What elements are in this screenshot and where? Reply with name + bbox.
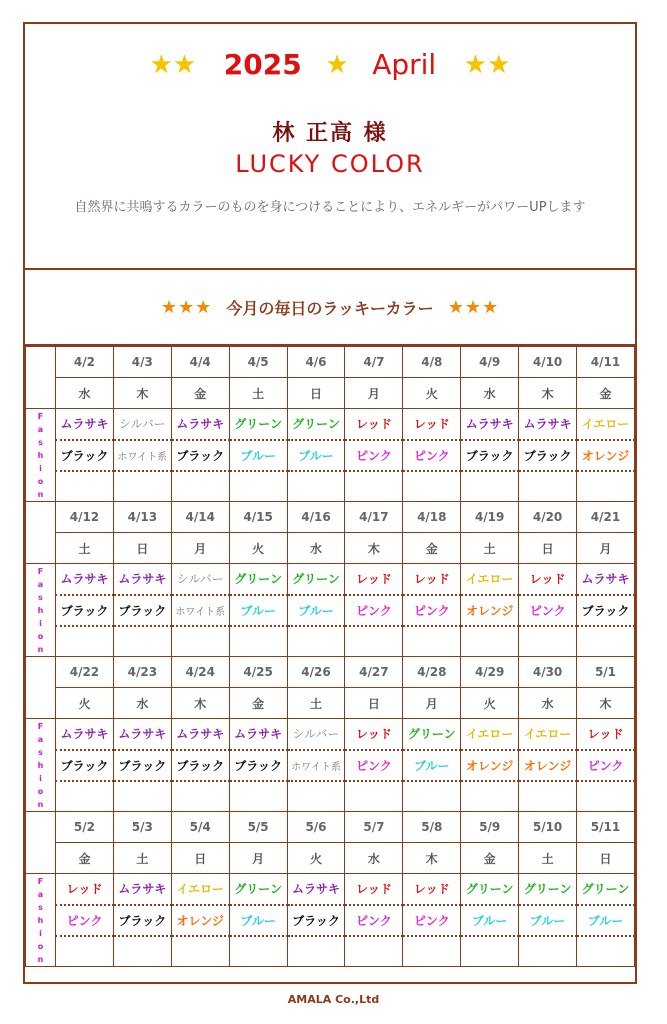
weekday-cell: 金 xyxy=(171,378,229,409)
lucky-color-cell: ムラサキ xyxy=(287,874,345,905)
fashion-letter: o xyxy=(37,631,44,641)
lucky-color-cell: ホワイト系 xyxy=(287,750,345,781)
date-cell: 4/22 xyxy=(56,657,114,688)
empty-cell xyxy=(577,471,635,502)
fashion-letter: s xyxy=(38,902,43,912)
lucky-color-cell: ブラック xyxy=(56,750,114,781)
weekday-cell: 水 xyxy=(461,378,519,409)
weekday-cell: 金 xyxy=(229,688,287,719)
lucky-color-cell: ブラック xyxy=(113,905,171,936)
weekday-cell: 日 xyxy=(577,843,635,874)
lucky-color-cell: ブラック xyxy=(56,595,114,626)
empty-cell xyxy=(287,781,345,812)
subheader-section xyxy=(25,270,635,346)
date-cell: 4/12 xyxy=(56,502,114,533)
week-2-date-row xyxy=(26,502,635,533)
star-icon-left: ★★ xyxy=(149,49,197,80)
lucky-color-cell: グリーン xyxy=(519,874,577,905)
weekday-cell: 木 xyxy=(345,533,403,564)
fashion-letter: a xyxy=(37,889,44,899)
description-text: 自然界に共鳴するカラーのものを身につけることにより、エネルギーがパワーUPします xyxy=(74,200,586,215)
lucky-color-cell: オレンジ xyxy=(461,750,519,781)
lucky-color-calendar xyxy=(25,346,635,967)
empty-cell xyxy=(403,936,461,967)
lucky-color-cell: ブラック xyxy=(461,440,519,471)
empty-cell xyxy=(345,471,403,502)
lucky-color-cell: シルバー xyxy=(287,719,345,750)
week-2-c1 xyxy=(26,564,635,595)
lucky-color-cell: オレンジ xyxy=(577,440,635,471)
date-cell: 5/3 xyxy=(113,812,171,843)
date-cell: 4/18 xyxy=(403,502,461,533)
lucky-color-cell: レッド xyxy=(345,874,403,905)
lucky-color-cell: レッド xyxy=(403,564,461,595)
lucky-color-cell: ブラック xyxy=(171,440,229,471)
fashion-side-label xyxy=(26,564,56,657)
lucky-color-cell: ブルー xyxy=(403,750,461,781)
lucky-color-cell: イエロー xyxy=(171,874,229,905)
week-3-c3 xyxy=(26,781,635,812)
weekday-cell: 金 xyxy=(56,843,114,874)
empty-cell xyxy=(577,936,635,967)
year-title: 2025 xyxy=(223,48,302,81)
fashion-letter: F xyxy=(37,721,44,731)
weekday-cell: 土 xyxy=(461,533,519,564)
week-3-dow-row xyxy=(26,688,635,719)
weekday-cell: 金 xyxy=(403,533,461,564)
empty-cell xyxy=(577,781,635,812)
lucky-color-cell: ムラサキ xyxy=(56,564,114,595)
weekday-cell: 日 xyxy=(113,533,171,564)
weekday-cell: 月 xyxy=(229,843,287,874)
date-cell: 4/15 xyxy=(229,502,287,533)
date-cell: 4/16 xyxy=(287,502,345,533)
weekday-cell: 木 xyxy=(171,688,229,719)
empty-cell xyxy=(113,936,171,967)
weekday-cell: 土 xyxy=(229,378,287,409)
empty-cell xyxy=(519,626,577,657)
lucky-color-cell: グリーン xyxy=(287,564,345,595)
empty-cell xyxy=(519,781,577,812)
empty-cell xyxy=(56,936,114,967)
weekday-cell: 火 xyxy=(287,843,345,874)
lucky-color-cell: グリーン xyxy=(229,564,287,595)
weekday-cell: 火 xyxy=(229,533,287,564)
date-cell: 5/1 xyxy=(577,657,635,688)
empty-cell xyxy=(113,626,171,657)
lucky-color-cell: ムラサキ xyxy=(56,719,114,750)
lucky-color-cell: シルバー xyxy=(171,564,229,595)
fashion-letter: i xyxy=(39,773,42,783)
empty-cell xyxy=(229,626,287,657)
date-cell: 5/6 xyxy=(287,812,345,843)
weekday-cell: 日 xyxy=(171,843,229,874)
empty-cell xyxy=(56,781,114,812)
lucky-color-cell: ブラック xyxy=(287,905,345,936)
date-cell: 4/5 xyxy=(229,347,287,378)
weekday-cell: 日 xyxy=(519,533,577,564)
weekday-cell: 水 xyxy=(345,843,403,874)
lucky-color-cell: ブルー xyxy=(229,440,287,471)
lucky-color-cell: ホワイト系 xyxy=(113,440,171,471)
fashion-letter: F xyxy=(37,566,44,576)
fashion-side-label xyxy=(26,409,56,502)
weekday-cell: 土 xyxy=(113,843,171,874)
empty-cell xyxy=(345,626,403,657)
empty-cell xyxy=(229,936,287,967)
lucky-color-cell: ピンク xyxy=(577,750,635,781)
fashion-side-label xyxy=(26,719,56,812)
side-blank-cell xyxy=(26,812,56,874)
fashion-side-label xyxy=(26,874,56,967)
weekday-cell: 日 xyxy=(345,688,403,719)
empty-cell xyxy=(171,626,229,657)
month-title: April xyxy=(372,48,437,81)
lucky-color-cell: オレンジ xyxy=(519,750,577,781)
date-cell: 4/6 xyxy=(287,347,345,378)
weekday-cell: 金 xyxy=(461,843,519,874)
lucky-color-cell: ピンク xyxy=(345,750,403,781)
fashion-letter: n xyxy=(37,489,44,499)
week-4-c3 xyxy=(26,936,635,967)
lucky-color-cell: グリーン xyxy=(229,874,287,905)
fashion-letter: F xyxy=(37,876,44,886)
lucky-color-cell: ムラサキ xyxy=(229,719,287,750)
fashion-letter: n xyxy=(37,644,44,654)
lucky-color-cell: レッド xyxy=(403,874,461,905)
week-2-dow-row xyxy=(26,533,635,564)
weekday-cell: 火 xyxy=(461,688,519,719)
lucky-color-cell: ブルー xyxy=(287,440,345,471)
lucky-color-cell: グリーン xyxy=(229,409,287,440)
date-cell: 5/4 xyxy=(171,812,229,843)
weekday-cell: 土 xyxy=(56,533,114,564)
lucky-color-cell: グリーン xyxy=(461,874,519,905)
star-icon-mid: ★ xyxy=(325,49,349,80)
weekday-cell: 月 xyxy=(171,533,229,564)
empty-cell xyxy=(519,936,577,967)
empty-cell xyxy=(461,626,519,657)
fashion-letter: n xyxy=(37,799,44,809)
company-footer: AMALA Co.,Ltd xyxy=(287,993,380,1006)
empty-cell xyxy=(287,471,345,502)
week-1-dow-row xyxy=(26,378,635,409)
date-cell: 4/8 xyxy=(403,347,461,378)
empty-cell xyxy=(171,781,229,812)
lucky-color-cell: ブルー xyxy=(229,595,287,626)
weekday-cell: 金 xyxy=(577,378,635,409)
side-blank-cell xyxy=(26,502,56,564)
week-1-c1 xyxy=(26,409,635,440)
empty-cell xyxy=(287,626,345,657)
empty-cell xyxy=(56,626,114,657)
date-cell: 5/11 xyxy=(577,812,635,843)
lucky-color-cell: ピンク xyxy=(345,595,403,626)
week-2-c3 xyxy=(26,626,635,657)
fashion-letter: o xyxy=(37,786,44,796)
weekday-cell: 木 xyxy=(577,688,635,719)
lucky-color-cell: イエロー xyxy=(461,564,519,595)
week-4-dow-row xyxy=(26,843,635,874)
lucky-color-cell: ムラサキ xyxy=(171,409,229,440)
lucky-color-cell: ブルー xyxy=(287,595,345,626)
empty-cell xyxy=(345,781,403,812)
lucky-color-cell: イエロー xyxy=(461,719,519,750)
date-cell: 4/24 xyxy=(171,657,229,688)
lucky-color-cell: ムラサキ xyxy=(113,874,171,905)
empty-cell xyxy=(403,471,461,502)
weekday-cell: 月 xyxy=(403,688,461,719)
lucky-color-cell: ムラサキ xyxy=(519,409,577,440)
lucky-color-cell: ムラサキ xyxy=(461,409,519,440)
fashion-letter: s xyxy=(38,592,43,602)
lucky-color-cell: ブラック xyxy=(56,440,114,471)
week-4-c1 xyxy=(26,874,635,905)
empty-cell xyxy=(229,471,287,502)
date-cell: 5/9 xyxy=(461,812,519,843)
star-icon-right: ★★ xyxy=(463,49,511,80)
fashion-letter: a xyxy=(37,579,44,589)
lucky-color-cell: ムラサキ xyxy=(113,564,171,595)
lucky-color-cell: ブラック xyxy=(113,750,171,781)
lucky-color-cell: ブルー xyxy=(577,905,635,936)
star-icon-group-right: ★★★ xyxy=(447,296,500,318)
date-cell: 4/23 xyxy=(113,657,171,688)
lucky-color-cell: イエロー xyxy=(577,409,635,440)
weekday-cell: 木 xyxy=(519,378,577,409)
date-cell: 4/28 xyxy=(403,657,461,688)
date-cell: 4/17 xyxy=(345,502,403,533)
date-cell: 4/3 xyxy=(113,347,171,378)
lucky-color-cell: グリーン xyxy=(577,874,635,905)
fashion-letter: s xyxy=(38,437,43,447)
fashion-letter: h xyxy=(37,915,44,925)
weekday-cell: 火 xyxy=(56,688,114,719)
date-cell: 4/10 xyxy=(519,347,577,378)
weekday-cell: 土 xyxy=(519,843,577,874)
fashion-letter: F xyxy=(37,411,44,421)
date-cell: 4/4 xyxy=(171,347,229,378)
date-cell: 4/14 xyxy=(171,502,229,533)
fashion-letter: o xyxy=(37,941,44,951)
date-cell: 5/8 xyxy=(403,812,461,843)
lucky-color-cell: ピンク xyxy=(345,905,403,936)
fashion-letter: s xyxy=(38,747,43,757)
week-1-date-row xyxy=(26,347,635,378)
empty-cell xyxy=(577,626,635,657)
empty-cell xyxy=(287,936,345,967)
lucky-color-cell: レッド xyxy=(345,564,403,595)
week-1-c3 xyxy=(26,471,635,502)
date-cell: 4/21 xyxy=(577,502,635,533)
date-cell: 4/2 xyxy=(56,347,114,378)
fashion-letter: i xyxy=(39,463,42,473)
date-cell: 4/9 xyxy=(461,347,519,378)
lucky-color-cell: オレンジ xyxy=(461,595,519,626)
date-cell: 4/30 xyxy=(519,657,577,688)
weekday-cell: 水 xyxy=(287,533,345,564)
date-cell: 4/26 xyxy=(287,657,345,688)
side-blank-cell xyxy=(26,657,56,719)
lucky-color-cell: オレンジ xyxy=(171,905,229,936)
empty-cell xyxy=(461,471,519,502)
date-cell: 4/7 xyxy=(345,347,403,378)
fashion-letter: i xyxy=(39,928,42,938)
weekday-cell: 月 xyxy=(577,533,635,564)
side-blank-cell xyxy=(26,347,56,409)
week-3-date-row xyxy=(26,657,635,688)
empty-cell xyxy=(461,781,519,812)
lucky-color-cell: レッド xyxy=(345,409,403,440)
empty-cell xyxy=(461,936,519,967)
empty-cell xyxy=(113,781,171,812)
lucky-color-cell: ピンク xyxy=(56,905,114,936)
lucky-color-cell: ムラサキ xyxy=(56,409,114,440)
date-cell: 4/20 xyxy=(519,502,577,533)
header-section xyxy=(25,24,635,270)
lucky-color-cell: シルバー xyxy=(113,409,171,440)
lucky-color-cell: ブラック xyxy=(519,440,577,471)
weekday-cell: 日 xyxy=(287,378,345,409)
lucky-color-cell: ブラック xyxy=(171,750,229,781)
empty-cell xyxy=(56,471,114,502)
date-cell: 4/27 xyxy=(345,657,403,688)
weekday-cell: 木 xyxy=(403,843,461,874)
weekday-cell: 火 xyxy=(403,378,461,409)
date-cell: 5/7 xyxy=(345,812,403,843)
title-line xyxy=(25,48,635,81)
empty-cell xyxy=(403,626,461,657)
lucky-color-cell: ブラック xyxy=(113,595,171,626)
weekday-cell: 水 xyxy=(113,688,171,719)
date-cell: 5/5 xyxy=(229,812,287,843)
lucky-color-cell: ピンク xyxy=(345,440,403,471)
calendar-subtitle: 今月の毎日のラッキーカラー xyxy=(226,298,434,318)
fashion-letter: h xyxy=(37,760,44,770)
lucky-color-cell: ムラサキ xyxy=(577,564,635,595)
lucky-color-cell: レッド xyxy=(56,874,114,905)
page-frame xyxy=(23,22,637,984)
lucky-color-cell: グリーン xyxy=(287,409,345,440)
week-4-c2 xyxy=(26,905,635,936)
date-cell: 4/29 xyxy=(461,657,519,688)
lucky-color-cell: ブルー xyxy=(229,905,287,936)
lucky-color-cell: ブルー xyxy=(519,905,577,936)
week-2-c2 xyxy=(26,595,635,626)
weekday-cell: 月 xyxy=(345,378,403,409)
weekday-cell: 木 xyxy=(113,378,171,409)
date-cell: 4/19 xyxy=(461,502,519,533)
lucky-color-cell: レッド xyxy=(345,719,403,750)
fashion-letter: n xyxy=(37,954,44,964)
empty-cell xyxy=(403,781,461,812)
lucky-color-cell: イエロー xyxy=(519,719,577,750)
fashion-letter: i xyxy=(39,618,42,628)
fashion-letter: h xyxy=(37,605,44,615)
lucky-color-cell: ブラック xyxy=(577,595,635,626)
empty-cell xyxy=(519,471,577,502)
empty-cell xyxy=(171,471,229,502)
lucky-color-cell: レッド xyxy=(519,564,577,595)
date-cell: 5/2 xyxy=(56,812,114,843)
star-icon-group-left: ★★★ xyxy=(160,296,213,318)
fashion-letter: a xyxy=(37,734,44,744)
lucky-color-cell: レッド xyxy=(577,719,635,750)
customer-name: 林 正高 様 xyxy=(272,121,388,146)
empty-cell xyxy=(345,936,403,967)
week-3-c1 xyxy=(26,719,635,750)
weekday-cell: 土 xyxy=(287,688,345,719)
lucky-color-cell: ピンク xyxy=(519,595,577,626)
date-cell: 4/13 xyxy=(113,502,171,533)
lucky-color-cell: グリーン xyxy=(403,719,461,750)
fashion-letter: a xyxy=(37,424,44,434)
lucky-color-cell: ピンク xyxy=(403,440,461,471)
week-3-c2 xyxy=(26,750,635,781)
lucky-color-cell: ピンク xyxy=(403,905,461,936)
fashion-letter: h xyxy=(37,450,44,460)
lucky-color-cell: ブルー xyxy=(461,905,519,936)
lucky-color-cell: ムラサキ xyxy=(171,719,229,750)
week-1-c2 xyxy=(26,440,635,471)
empty-cell xyxy=(229,781,287,812)
lucky-color-heading: LUCKY COLOR xyxy=(235,150,425,178)
lucky-color-cell: ピンク xyxy=(403,595,461,626)
date-cell: 5/10 xyxy=(519,812,577,843)
week-4-date-row xyxy=(26,812,635,843)
weekday-cell: 水 xyxy=(519,688,577,719)
lucky-color-cell: ムラサキ xyxy=(113,719,171,750)
fashion-letter: o xyxy=(37,476,44,486)
date-cell: 4/11 xyxy=(577,347,635,378)
empty-cell xyxy=(171,936,229,967)
lucky-color-cell: ブラック xyxy=(229,750,287,781)
lucky-color-cell: ホワイト系 xyxy=(171,595,229,626)
lucky-color-cell: レッド xyxy=(403,409,461,440)
empty-cell xyxy=(113,471,171,502)
date-cell: 4/25 xyxy=(229,657,287,688)
weekday-cell: 水 xyxy=(56,378,114,409)
